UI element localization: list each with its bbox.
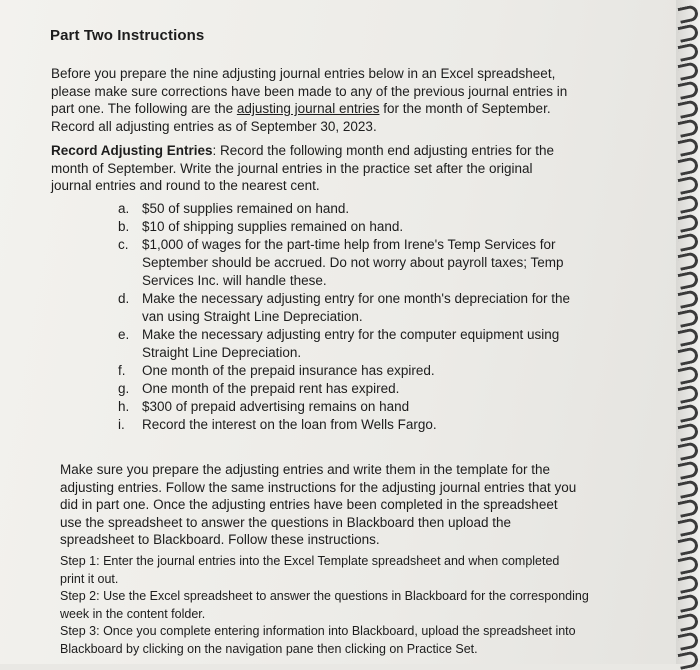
spiral-coil — [678, 23, 700, 43]
list-item — [118, 326, 618, 362]
step-line: Step 3: Once you complete entering information into Blackboard, upload the spreadsheet into — [60, 624, 576, 638]
record-label: Record Adjusting Entries — [51, 143, 213, 158]
item-text — [142, 416, 437, 434]
spiral-coil — [678, 555, 700, 575]
intro-line: Before you prepare the nine adjusting journal entries below in an Excel spreadsheet, — [51, 66, 556, 81]
item-text — [142, 236, 563, 290]
closing-line: use the spreadsheet to answer the questions in Blackboard then upload the — [60, 514, 512, 530]
list-item — [118, 362, 618, 380]
item-line: Record the interest on the loan from Wells Fargo. — [142, 417, 437, 432]
item-line: Make the necessary adjusting entry for one month's depreciation for the — [142, 291, 571, 306]
closing-paragraph — [60, 461, 610, 549]
spiral-coil — [678, 80, 700, 100]
list-item — [118, 236, 618, 290]
spiral-coil — [678, 213, 700, 233]
intro-line: Record all adjusting entries as of September 30, 2023. — [51, 118, 377, 134]
item-text — [142, 200, 349, 218]
spiral-coil — [678, 308, 700, 328]
spiral-coil — [678, 327, 700, 347]
spiral-coil — [678, 574, 700, 594]
item-text — [142, 362, 435, 380]
item-line: One month of the prepaid rent has expired. — [142, 381, 400, 396]
spiral-coil — [678, 232, 700, 252]
item-letter: g. — [118, 381, 130, 396]
list-item — [118, 200, 618, 218]
intro-line: please make sure corrections have been made to any of the previous journal entries in — [51, 83, 568, 99]
step-line: Blackboard by clicking on the navigation pane then clicking on Practice Set. — [60, 641, 478, 656]
spiral-coil — [678, 99, 700, 119]
steps-list — [60, 553, 620, 658]
spiral-coil — [678, 441, 700, 461]
adjusting-entries-list — [118, 200, 618, 434]
list-item — [118, 218, 618, 236]
item-letter: b. — [118, 219, 130, 234]
spiral-coil — [678, 61, 700, 81]
spiral-coil — [678, 422, 700, 442]
closing-line: adjusting entries. Follow the same instructions for the adjusting journal entries that you — [60, 479, 577, 495]
step-line: Step 2: Use the Excel spreadsheet to answer the questions in Blackboard for the corresponding — [60, 589, 589, 603]
spiral-coil — [678, 479, 700, 499]
spiral-coil — [678, 270, 700, 290]
spiral-coil — [678, 593, 700, 613]
intro-text: for the month of September. — [379, 101, 551, 116]
spiral-coil — [678, 289, 700, 309]
adjusting-entries-link[interactable]: adjusting journal entries — [236, 101, 380, 116]
item-line: van using Straight Line Depreciation. — [142, 309, 363, 324]
spiral-coil — [678, 156, 700, 176]
item-line: $300 of prepaid advertising remains on hand — [142, 399, 410, 414]
spiral-coil — [678, 536, 700, 556]
list-item — [118, 380, 618, 398]
item-letter: e. — [118, 327, 130, 342]
intro-text: part one. The following are the — [51, 101, 237, 116]
spiral-coil — [678, 650, 700, 670]
list-item — [118, 398, 618, 416]
item-text — [142, 290, 570, 326]
item-line: One month of the prepaid insurance has expired. — [142, 363, 435, 378]
item-letter: d. — [118, 291, 130, 306]
closing-line: Make sure you prepare the adjusting entries and write them in the template for the — [60, 462, 551, 477]
item-line: Services Inc. will handle these. — [142, 273, 327, 288]
item-text — [142, 398, 409, 416]
spiral-coil — [678, 365, 700, 385]
item-text — [142, 380, 399, 398]
item-letter: f. — [118, 363, 126, 378]
record-text: : Record the following month end adjusting entries for the — [212, 143, 554, 158]
item-line: $1,000 of wages for the part-time help from Irene's Temp Services for — [142, 237, 556, 252]
item-line: September should be accrued. Do not worry about payroll taxes; Temp — [142, 255, 564, 270]
item-letter: c. — [118, 237, 129, 252]
spiral-coil — [678, 137, 700, 157]
step-line: Step 1: Enter the journal entries into the Excel Template spreadsheet and when completed — [60, 554, 560, 568]
record-line: month of September. Write the journal entries in the practice set after the original — [51, 160, 533, 176]
item-letter: h. — [118, 399, 130, 414]
spiral-binding — [676, 0, 700, 664]
step-line: print it out. — [60, 571, 119, 586]
spiral-coil — [678, 384, 700, 404]
step-line: week in the content folder. — [60, 606, 206, 621]
item-letter: a. — [118, 201, 130, 216]
spiral-coil — [678, 118, 700, 138]
item-line: $10 of shipping supplies remained on hand. — [142, 219, 404, 234]
spiral-coil — [678, 517, 700, 537]
item-line: Make the necessary adjusting entry for the computer equipment using — [142, 327, 560, 342]
record-line: journal entries and round to the nearest cent. — [51, 178, 320, 193]
spiral-coil — [678, 612, 700, 632]
spiral-coil — [678, 460, 700, 480]
list-item — [118, 416, 618, 434]
record-line — [51, 142, 591, 160]
page-title: Part Two Instructions — [50, 27, 205, 44]
intro-line — [51, 100, 621, 118]
list-item — [118, 290, 618, 326]
spiral-coil — [678, 631, 700, 651]
closing-line: did in part one. Once the adjusting entries have been completed in the spreadsheet — [60, 497, 558, 512]
item-letter: i. — [118, 417, 125, 432]
item-text — [142, 218, 403, 236]
spiral-coil — [678, 498, 700, 518]
item-line: Straight Line Depreciation. — [142, 345, 302, 360]
closing-line: spreadsheet to Blackboard. Follow these instructions. — [60, 532, 380, 547]
spiral-coil — [678, 42, 700, 62]
spiral-coil — [678, 175, 700, 195]
spiral-coil — [678, 194, 700, 214]
spiral-coil — [678, 346, 700, 366]
spiral-coil — [678, 251, 700, 271]
item-text — [142, 326, 559, 362]
record-paragraph — [51, 142, 591, 195]
spiral-coil — [678, 403, 700, 423]
spiral-coil — [678, 4, 700, 24]
item-line: $50 of supplies remained on hand. — [142, 201, 350, 216]
intro-paragraph — [51, 65, 621, 135]
